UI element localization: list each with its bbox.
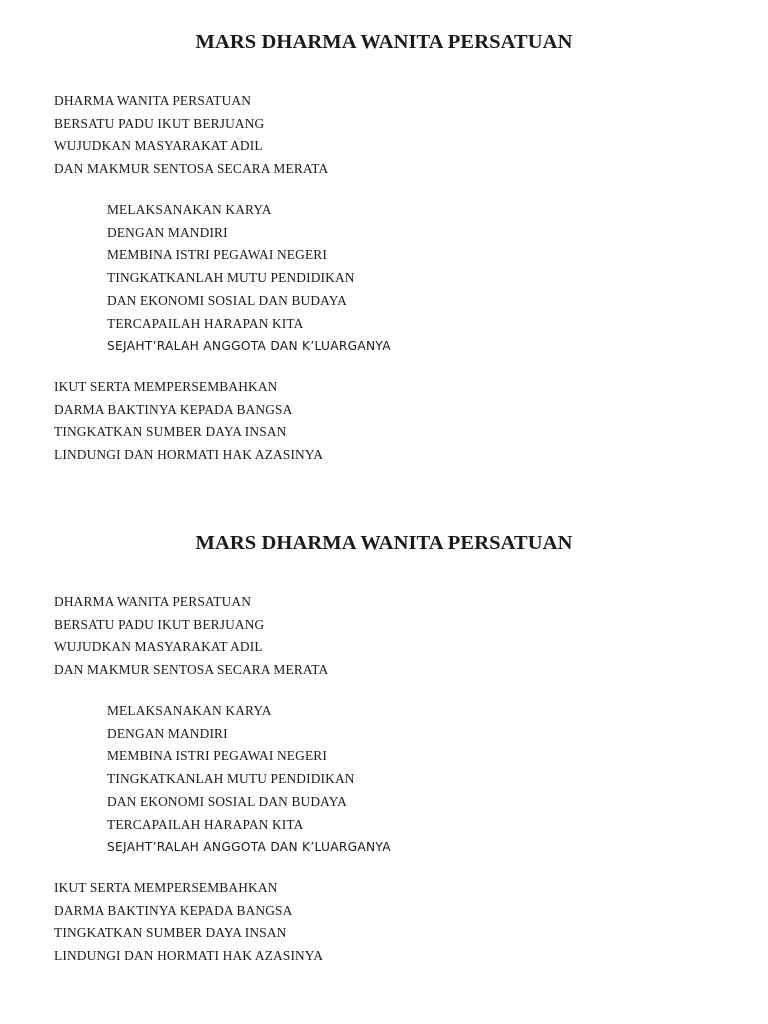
verse-2 — [107, 199, 391, 358]
lyric-line: MELAKSANAKAN KARYA — [107, 703, 272, 718]
verse-1 — [54, 90, 328, 181]
song-title: MARS DHARMA WANITA PERSATUAN — [195, 532, 573, 554]
lyric-line: MEMBINA ISTRI PEGAWAI NEGERI — [107, 247, 327, 263]
lyrics-copy-1 — [0, 30, 768, 463]
lyric-line: WUJUDKAN MASYARAKAT ADIL — [54, 138, 263, 154]
song-title: MARS DHARMA WANITA PERSATUAN — [195, 31, 573, 53]
lyric-line: BERSATU PADU IKUT BERJUANG — [54, 115, 265, 131]
lyric-line: DAN EKONOMI SOSIAL DAN BUDAYA — [107, 793, 347, 809]
lyric-line: DAN MAKMUR SENTOSA SECARA MERATA — [54, 161, 329, 177]
lyric-line: DARMA BAKTINYA KEPADA BANGSA — [54, 401, 293, 417]
lyric-line: TINGKATKAN SUMBER DAYA INSAN — [54, 925, 287, 941]
lyric-line: TINGKATKANLAH MUTU PENDIDIKAN — [107, 270, 355, 286]
lyric-line: DHARMA WANITA PERSATUAN — [54, 594, 252, 609]
lyric-line: TINGKATKANLAH MUTU PENDIDIKAN — [107, 771, 355, 787]
lyric-line: DHARMA WANITA PERSATUAN — [54, 93, 252, 108]
lyric-line: DARMA BAKTINYA KEPADA BANGSA — [54, 902, 293, 918]
verse-3 — [54, 376, 323, 467]
lyrics-copy-2 — [0, 531, 768, 964]
lyric-line: LINDUNGI DAN HORMATI HAK AZASINYA — [54, 447, 324, 463]
lyric-line: SEJAHT’RALAH ANGGOTA DAN K’LUARGANYA — [107, 840, 391, 855]
lyric-line: TINGKATKAN SUMBER DAYA INSAN — [54, 424, 287, 440]
lyric-line: IKUT SERTA MEMPERSEMBAHKAN — [54, 880, 278, 895]
lyric-line: IKUT SERTA MEMPERSEMBAHKAN — [54, 379, 278, 394]
lyric-line: LINDUNGI DAN HORMATI HAK AZASINYA — [54, 948, 324, 964]
lyric-line: DAN MAKMUR SENTOSA SECARA MERATA — [54, 662, 329, 678]
lyric-line: TERCAPAILAH HARAPAN KITA — [107, 315, 304, 331]
lyric-line: DENGAN MANDIRI — [107, 725, 228, 741]
verse-1 — [54, 591, 328, 682]
lyric-line: MEMBINA ISTRI PEGAWAI NEGERI — [107, 748, 327, 764]
verse-2 — [107, 700, 391, 859]
lyric-line: WUJUDKAN MASYARAKAT ADIL — [54, 639, 263, 655]
verse-3 — [54, 877, 323, 968]
lyric-line: TERCAPAILAH HARAPAN KITA — [107, 816, 304, 832]
lyric-line: DAN EKONOMI SOSIAL DAN BUDAYA — [107, 292, 347, 308]
lyric-line: SEJAHT’RALAH ANGGOTA DAN K’LUARGANYA — [107, 339, 391, 354]
lyric-line: MELAKSANAKAN KARYA — [107, 202, 272, 217]
lyric-line: DENGAN MANDIRI — [107, 224, 228, 240]
lyric-line: BERSATU PADU IKUT BERJUANG — [54, 616, 265, 632]
